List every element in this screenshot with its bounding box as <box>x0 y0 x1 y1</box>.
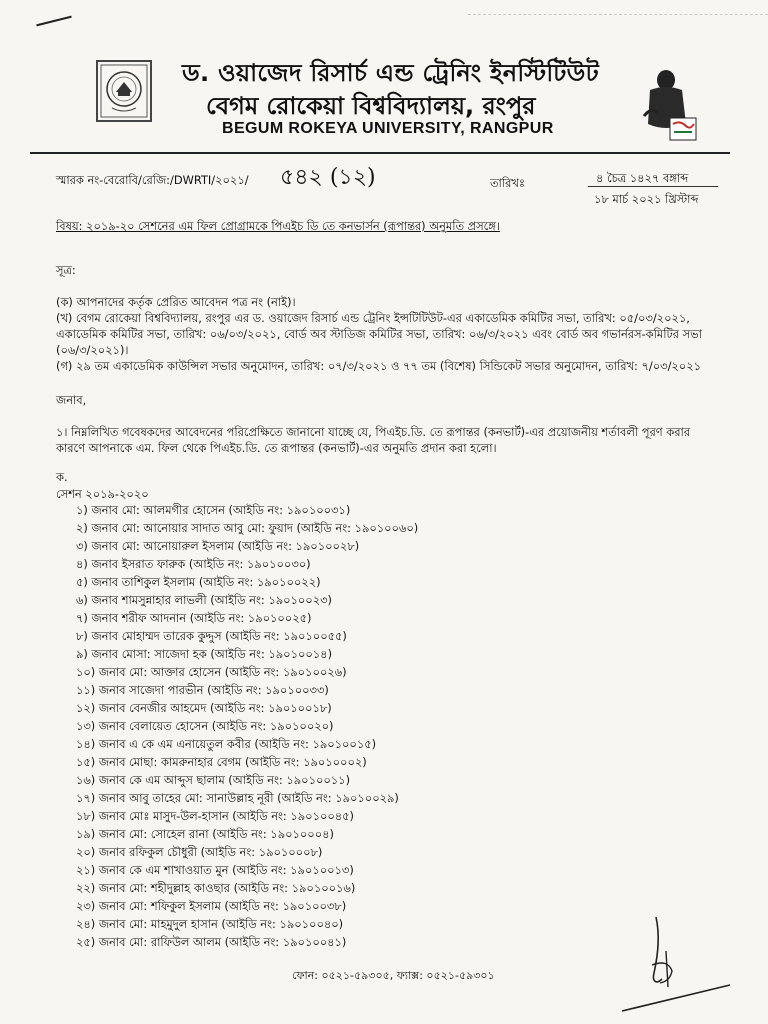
date-bangla: ৪ চৈত্র ১৪২৭ বঙ্গাব্দ <box>596 171 689 185</box>
signature-icon <box>612 915 732 1015</box>
reference-line: (০৬/৩/২০২১)। <box>56 343 129 357</box>
student-list-item: ২৫) জনাব মো: রাফিউল আলম (আইডি নং: ১৯০১০০৪১) <box>76 935 347 949</box>
student-list-item: ১৬) জনাব কে এম আব্দুস ছালাম (আইডি নং: ১৯০১০০১১) <box>76 773 351 787</box>
date-divider <box>588 186 718 187</box>
student-list-item: ২০) জনাব রফিকুল চৌধুরী (আইডি নং: ১৯০১০০০৮) <box>76 845 323 859</box>
student-list-item: ৭) জনাব শরীফ আদনান (আইডি নং: ১৯০১০০২৫) <box>76 611 312 625</box>
margin-pen-mark <box>36 16 71 27</box>
student-list-item: ১১) জনাব সাজেদা পারভীন (আইডি নং: ১৯০১০০৩৩) <box>76 683 329 697</box>
reference-line: (গ) ২৯ তম একাডেমিক কাউন্সিল সভার অনুমোদন, তারিখ: ০৭/৩/২০২১ ও ৭৭ তম (বিশেষ) সিন্ডিকেট সভার অনুমোদন, তারিখ: ৭/০৩/২০২১ <box>56 359 702 373</box>
session-label: সেশন ২০১৯-২০২০ <box>56 487 149 501</box>
top-edge <box>468 0 768 15</box>
date-label: তারিখঃ <box>490 176 525 190</box>
student-list-item: ১০) জনাব মো: আক্তার হোসেন (আইডি নং: ১৯০১০০২৬) <box>76 665 347 679</box>
student-list-item: ২৪) জনাব মো: মাহমুদুল হাসান (আইডি নং: ১৯০১০০৪০) <box>76 917 344 931</box>
reference-line: (ক) আপনাদের কর্তৃক প্রেরিত আবেদন পত্র নং (নাই)। <box>56 295 296 309</box>
portrait-emblem-icon <box>640 66 698 148</box>
student-list-item: ১৭) জনাব আবু তাহের মো: সানাউল্লাহ নূরী (আইডি নং: ১৯০১০০২৯) <box>76 791 399 805</box>
student-list-item: ১২) জনাব বেনজীর আহমেদ (আইডি নং: ১৯০১০০১৮) <box>76 701 332 715</box>
university-name-bn: বেগম রোকেয়া বিশ্ববিদ্যালয়, রংপুর <box>206 92 536 120</box>
student-list-item: ২৩) জনাব মো: শফিকুল ইসলাম (আইডি নং: ১৯০১০০৩৮) <box>76 899 347 913</box>
student-list-item: ১৮) জনাব মোঃ মাসুদ-উল-হাসান (আইডি নং: ১৯০১০০৪৫) <box>76 809 354 823</box>
university-name-en: BEGUM ROKEYA UNIVERSITY, RANGPUR <box>222 120 554 137</box>
reference-line: একাডেমিক কমিটির সভা, তারিখ: ০৬/০৩/২০২১, বোর্ড অব স্টাডিজ কমিটির সভা, তারিখ: ০৬/৩/২০২১ এবং বোর্ড অব গভার্নরস-কমিটির সভা <box>56 327 702 341</box>
subject-line: বিষয়: ২০১৯-২০ সেশনের এম ফিল প্রোগ্রামকে পিএইচ ডি তে কনভার্সন (রূপান্তর) অনুমতি প্রসঙ্গে। <box>56 219 500 233</box>
date-gregorian: ১৮ মার্চ ২০২১ খ্রিস্টাব্দ <box>594 192 699 206</box>
body-paragraph-line: কারণে আপনাকে এম. ফিল থেকে পিএইচ.ডি. তে রূপান্তর (কনভার্ট)-এর অনুমতি প্রদান করা হলো। <box>56 441 497 455</box>
body-paragraph-line: ১। নিম্নলিখিত গবেষকদের আবেদনের পরিপ্রেক্ষিতে জানানো যাচ্ছে যে, পিএইচ.ডি. তে রূপান্তর (কনভার্ট)-এর প্রয়োজনীয় শর্তাবলী পূরণ করার <box>56 425 691 439</box>
section-label: ক. <box>56 470 68 484</box>
student-list-item: ১৫) জনাব মোছা: কামরুনাহার বেগম (আইডি নং: ১৯০১০০০২) <box>76 755 367 769</box>
student-list-item: ৬) জনাব শামসুন্নাহার লাভলী (আইডি নং: ১৯০১০০২৩) <box>76 593 332 607</box>
memo-reference-handwritten: ৫৪২ (১২) <box>280 165 376 190</box>
university-seal-icon <box>96 60 152 122</box>
salutation: জনাব, <box>56 393 87 407</box>
student-list-item: ১৩) জনাব বেলায়েত হোসেন (আইডি নং: ১৯০১০০২০) <box>76 719 334 733</box>
student-list-item: ২২) জনাব মো: শহীদুল্লাহ কাওছার (আইডি নং: ১৯০১০০১৬) <box>76 881 356 895</box>
reference-label: সূত্র: <box>56 263 76 277</box>
student-list-item: ১৪) জনাব এ কে এম এনায়েতুল কবীর (আইডি নং: ১৯০১০০১৫) <box>76 737 377 751</box>
student-list-item: ৫) জনাব তাশিকুল ইসলাম (আইডি নং: ১৯০১০০২২) <box>76 575 321 589</box>
student-list-item: ৪) জনাব ইসরাত ফারুক (আইডি নং: ১৯০১০০৩০) <box>76 557 311 571</box>
reference-line: (খ) বেগম রোকেয়া বিশ্ববিদ্যালয়, রংপুর এর ড. ওয়াজেদ রিসার্চ এন্ড ট্রেনিং ইন্সটিটিউট-এর একাডেমিক কমিটির সভা, তারিখ: ০৫/০৩/২০২১, <box>56 311 690 325</box>
memo-reference-label: স্মারক নং-বেরোবি/রেজি:/DWRTI/২০২১/ <box>56 173 249 187</box>
header-divider <box>30 152 730 154</box>
student-list-item: ২১) জনাব কে এম শাখাওয়াত মুন (আইডি নং: ১৯০১০০১৩) <box>76 863 354 877</box>
student-list-item: ৯) জনাব মোসা: সাজেদা হক (আইডি নং: ১৯০১০০১৪) <box>76 647 333 661</box>
footer-contact: ফোন: ০৫২১-৫৯৩০৫, ফ্যাক্স: ০৫২১-৫৯৩০১ <box>292 969 495 982</box>
institute-name-bn: ড. ওয়াজেদ রিসার্চ এন্ড ট্রেনিং ইনস্টিটিউট <box>182 59 599 87</box>
student-list-item: ১) জনাব মো: আলমগীর হোসেন (আইডি নং: ১৯০১০০৩১) <box>76 503 351 517</box>
student-list-item: ৩) জনাব মো: আনোয়ারুল ইসলাম (আইডি নং: ১৯০১০০২৮) <box>76 539 360 553</box>
student-list-item: ২) জনাব মো: আনোয়ার সাদাত আবু মো: ফুয়াদ (আইডি নং: ১৯০১০০৬০) <box>76 521 419 535</box>
student-list-item: ১৯) জনাব মো: সোহেল রানা (আইডি নং: ১৯০১০০০৪) <box>76 827 334 841</box>
student-list-item: ৮) জনাব মোহাম্মদ তারেক কুদ্দুস (আইডি নং: ১৯০১০০৫৫) <box>76 629 347 643</box>
